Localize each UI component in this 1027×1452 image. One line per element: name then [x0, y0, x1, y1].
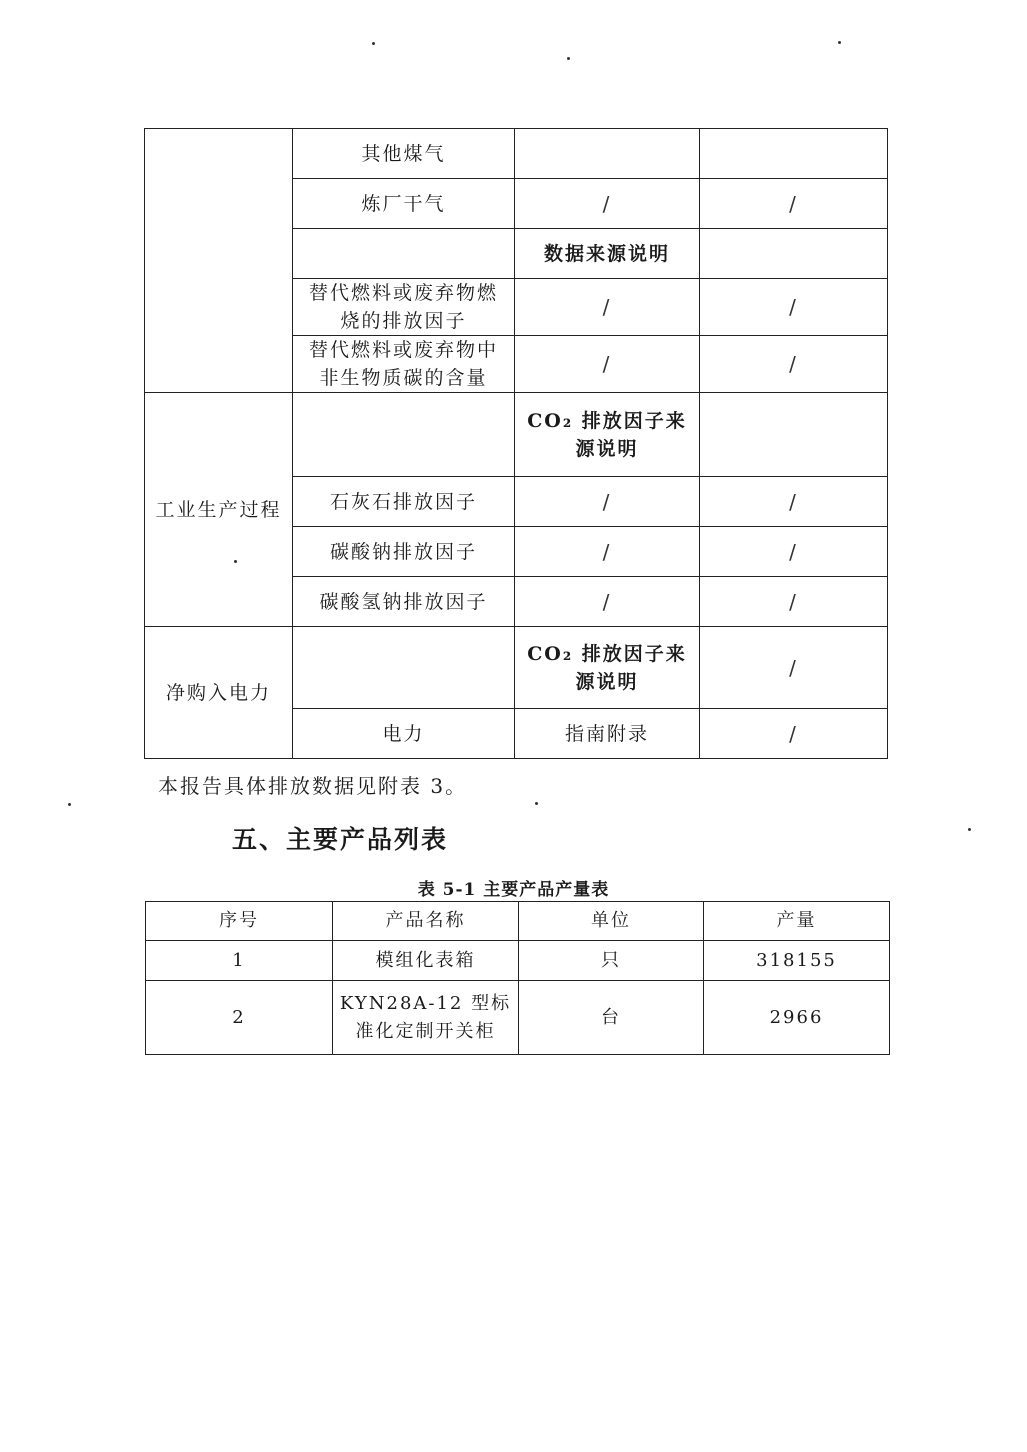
fuel-row-value: /: [515, 279, 700, 336]
fuel-row-value: /: [700, 179, 888, 229]
table-row: [146, 941, 890, 981]
scan-speck: [535, 802, 538, 805]
scan-speck: [372, 42, 375, 45]
product-unit: 只: [519, 941, 704, 981]
scan-speck: [567, 57, 570, 60]
fuel-row-name: [293, 229, 515, 279]
table-row: [146, 981, 890, 1055]
scan-speck: [968, 828, 971, 831]
industrial-header-blank: [700, 393, 888, 477]
industrial-header-blank: [293, 393, 515, 477]
column-header: 单位: [519, 902, 704, 941]
industrial-row-value: /: [515, 577, 700, 627]
fuel-row-value: /: [515, 179, 700, 229]
report-note: 本报告具体排放数据见附表 3。: [158, 774, 468, 798]
fuel-row-value: [700, 129, 888, 179]
fuel-row-value: [515, 129, 700, 179]
fuel-row-name: 替代燃料或废弃物燃烧的排放因子: [293, 279, 515, 336]
section-title: 五、主要产品列表: [232, 825, 449, 854]
electricity-header-blank: [293, 627, 515, 709]
industrial-row-name: 石灰石排放因子: [293, 477, 515, 527]
electricity-row-value: /: [700, 709, 888, 759]
product-output: 2966: [704, 981, 890, 1055]
industrial-row-name: 碳酸钠排放因子: [293, 527, 515, 577]
fuel-row-value: /: [700, 336, 888, 393]
industrial-row-value: /: [700, 527, 888, 577]
fuel-row-value: [700, 229, 888, 279]
fuel-row-name: 替代燃料或废弃物中非生物质碳的含量: [293, 336, 515, 393]
product-table: [145, 901, 890, 1055]
column-header: 序号: [146, 902, 333, 941]
fuel-category-cell: [145, 129, 293, 393]
row-index: 1: [146, 941, 333, 981]
column-header: 产品名称: [333, 902, 519, 941]
electricity-category: 净购入电力: [145, 627, 293, 759]
table-caption: 表 5-1 主要产品产量表: [417, 880, 610, 900]
fuel-row-value: /: [515, 336, 700, 393]
industrial-row-name: 碳酸氢钠排放因子: [293, 577, 515, 627]
product-output: 318155: [704, 941, 890, 981]
fuel-row-name: 其他煤气: [293, 129, 515, 179]
data-source-header: 数据来源说明: [515, 229, 700, 279]
fuel-row-value: /: [700, 279, 888, 336]
product-name: KYN28A-12 型标准化定制开关柜: [333, 981, 519, 1055]
column-header: 产量: [704, 902, 890, 941]
electricity-header-value: /: [700, 627, 888, 709]
electricity-row-source: 指南附录: [515, 709, 700, 759]
industrial-category: 工业生产过程: [145, 393, 293, 627]
row-index: 2: [146, 981, 333, 1055]
industrial-row-value: /: [515, 477, 700, 527]
electricity-source-header: CO₂ 排放因子来源说明: [515, 627, 700, 709]
industrial-row-value: /: [700, 477, 888, 527]
industrial-source-header: CO₂ 排放因子来源说明: [515, 393, 700, 477]
scan-speck: [838, 41, 841, 44]
electricity-row-name: 电力: [293, 709, 515, 759]
industrial-row-value: /: [700, 577, 888, 627]
scan-speck: [68, 803, 71, 806]
industrial-row-value: /: [515, 527, 700, 577]
fuel-row-name: 炼厂干气: [293, 179, 515, 229]
product-name: 模组化表箱: [333, 941, 519, 981]
emission-factor-table: [144, 128, 888, 759]
product-unit: 台: [519, 981, 704, 1055]
